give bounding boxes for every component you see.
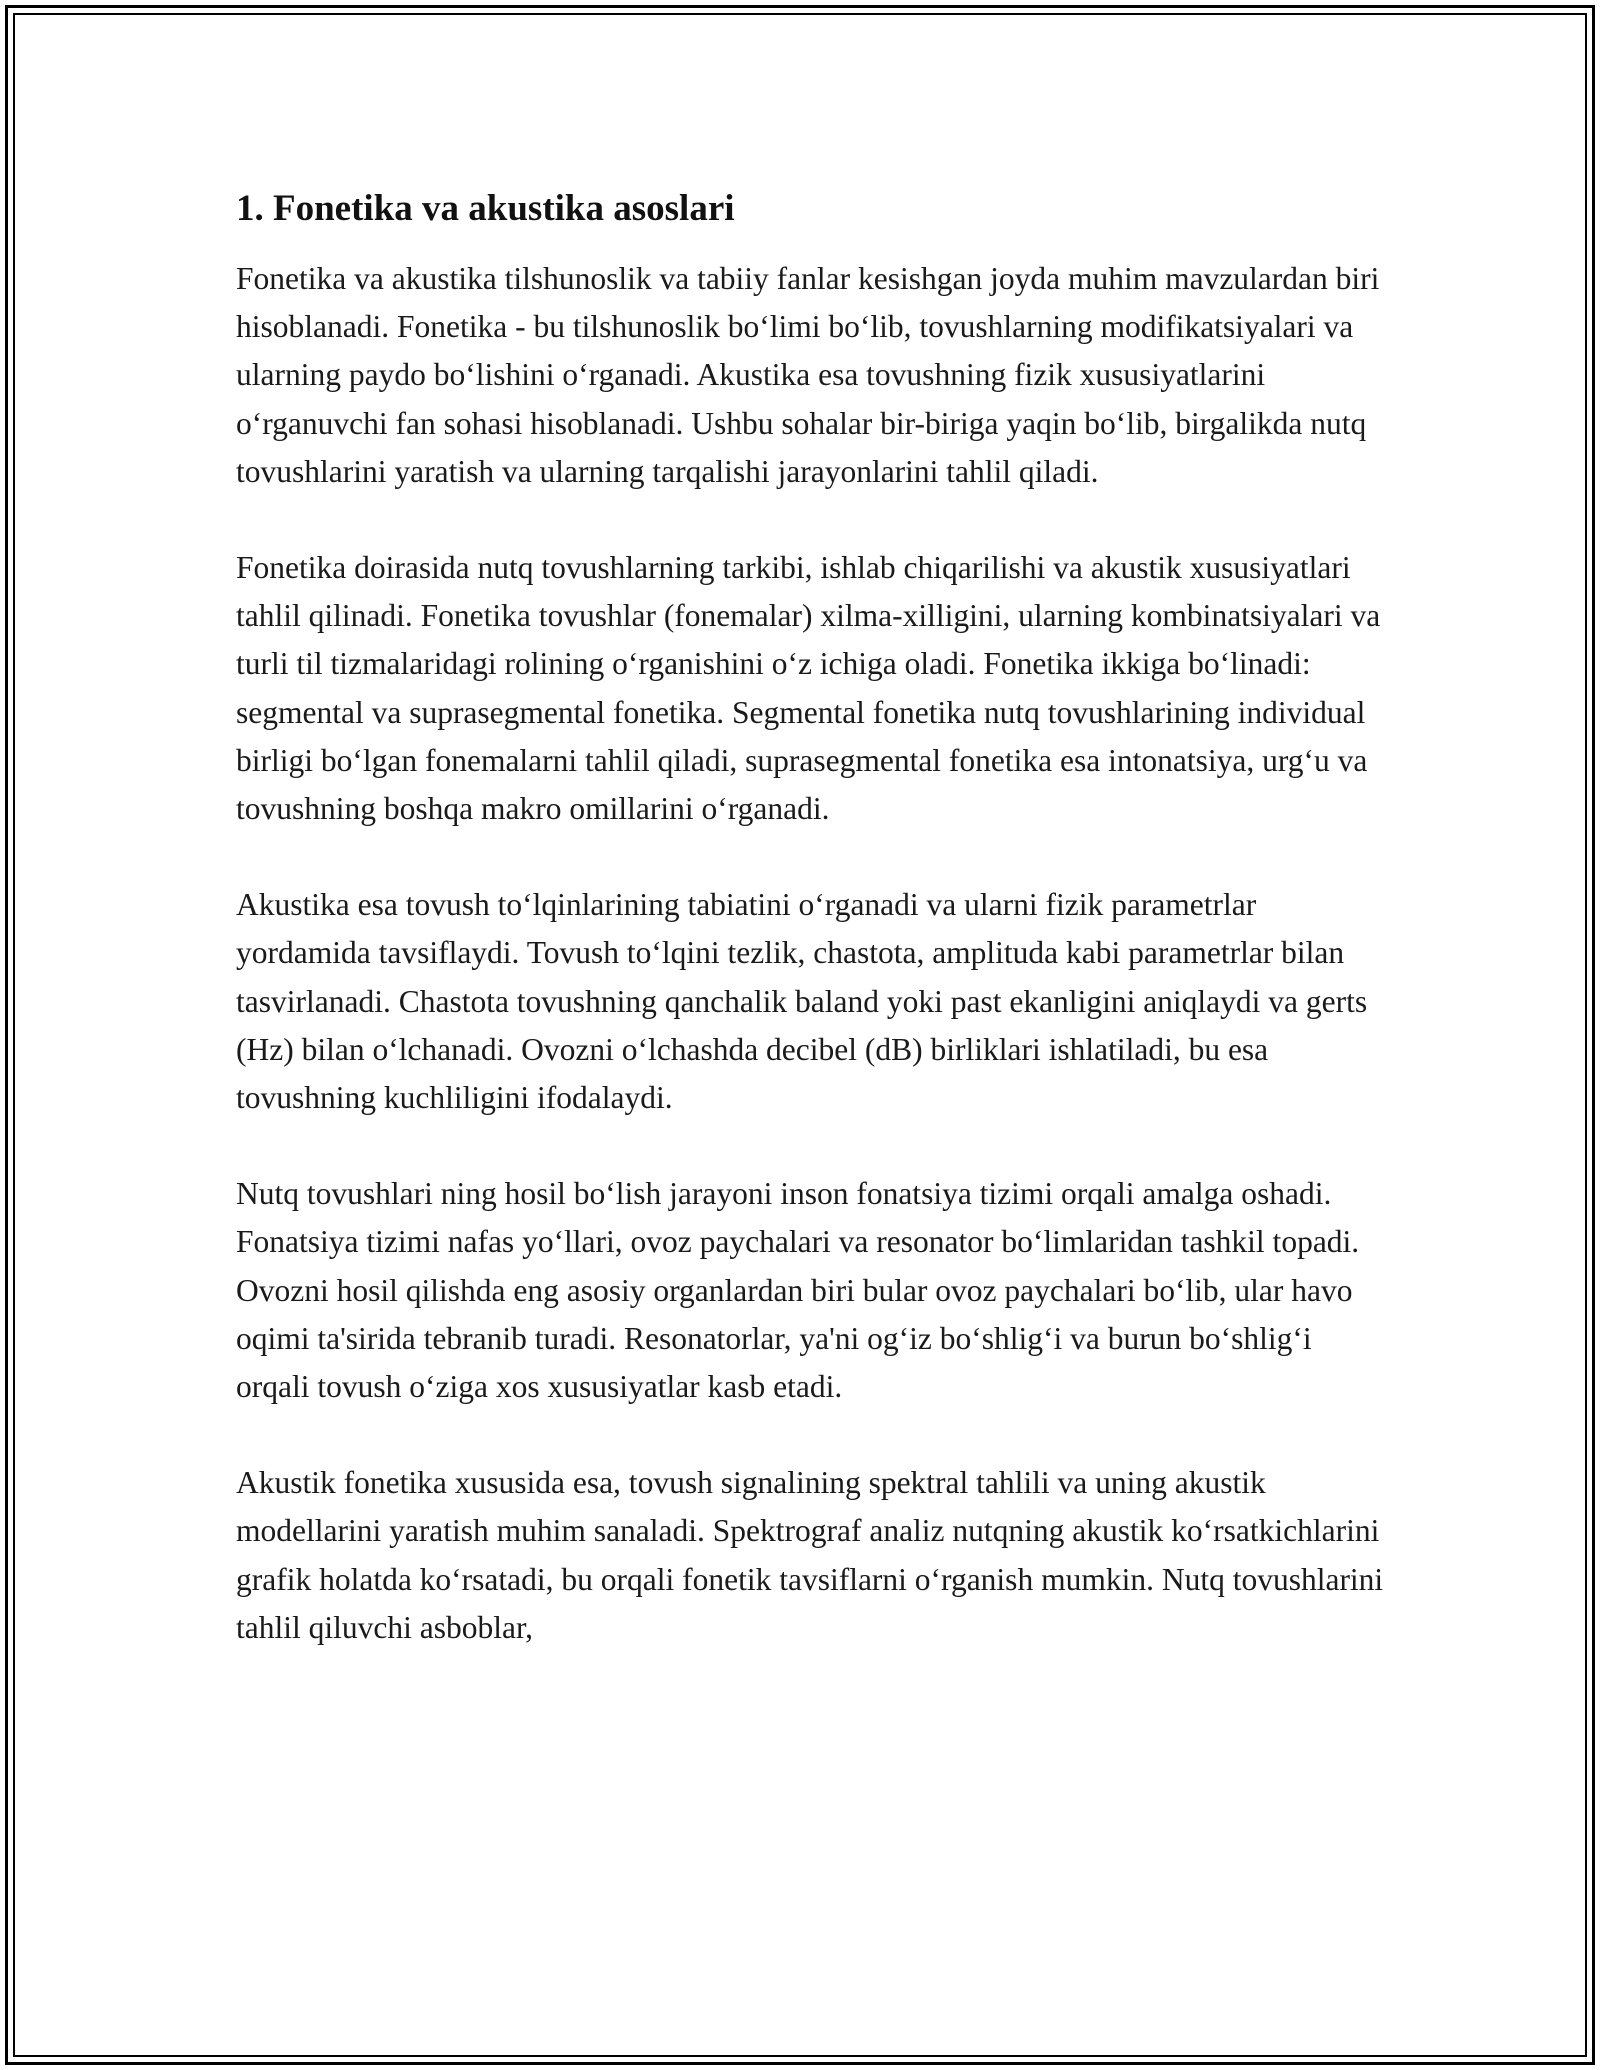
paragraph-phonation: Nutq tovushlari ning hosil boʻlish jarayoni inson fonatsiya tizimi orqali amalga oshadi. Fonatsiya tizimi nafas yoʻllari, ovoz paychalari va resonator boʻlimlaridan tashkil topadi. Ovozni hosil qilishda eng asosiy organlardan biri bular ovoz paychalari boʻlib, ular havo oqimi ta'sirida tebranib turadi. Resonatorlar, ya'ni ogʻiz boʻshligʻi va burun boʻshligʻi orqali tovush oʻziga xos xususiyatlar kasb etadi. [236, 1176, 1360, 1405]
paragraph-intro: Fonetika va akustika tilshunoslik va tabiiy fanlar kesishgan joyda muhim mavzulardan biri hisoblanadi. Fonetika - bu tilshunoslik boʻlimi boʻlib, tovushlarning modifikatsiyalari va ularning paydo boʻlishini oʻrganadi. Akustika esa tovushning fizik xususiyatlarini oʻrganuvchi fan sohasi hisoblanadi. Ushbu sohalar bir-biriga yaqin boʻlib, birgalikda nutq tovushlarini yaratish va ularning tarqalishi jarayonlarini tahlil qiladi. [236, 261, 1380, 489]
document-body [236, 185, 1386, 1652]
paragraph-acoustic-phonetics: Akustik fonetika xususida esa, tovush signalining spektral tahlili va uning akustik modellarini yaratish muhim sanaladi. Spektrograf analiz nutqning akustik koʻrsatkichlarini grafik holatda koʻrsatadi, bu orqali fonetik tavsiflarni oʻrganish mumkin. Nutq tovushlarini tahlil qiluvchi asboblar, [236, 1465, 1384, 1645]
section-heading: 1. Fonetika va akustika asoslari [236, 188, 735, 229]
paragraph-acoustics: Akustika esa tovush toʻlqinlarining tabiatini oʻrganadi va ularni fizik parametrlar yordamida tavsiflaydi. Tovush toʻlqini tezlik, chastota, amplituda kabi parametrlar bilan tasvirlanadi. Chastota tovushning qanchalik baland yoki past ekanligini aniqlaydi va gerts (Hz) bilan oʻlchanadi. Ovozni oʻlchashda decibel (dB) birliklari ishlatiladi, bu esa tovushning kuchliligini ifodalaydi. [236, 887, 1368, 1116]
paragraph-phonetics: Fonetika doirasida nutq tovushlarning tarkibi, ishlab chiqarilishi va akustik xususiyatlari tahlil qilinadi. Fonetika tovushlar (fonemalar) xilma-xilligini, ularning kombinatsiyalari va turli til tizmalaridagi rolining oʻrganishini oʻz ichiga oladi. Fonetika ikkiga boʻlinadi: segmental va suprasegmental fonetika. Segmental fonetika nutq tovushlarining individual birligi boʻlgan fonemalarni tahlil qiladi, suprasegmental fonetika esa intonatsiya, urgʻu va tovushning boshqa makro omillarini oʻrganadi. [236, 550, 1381, 827]
